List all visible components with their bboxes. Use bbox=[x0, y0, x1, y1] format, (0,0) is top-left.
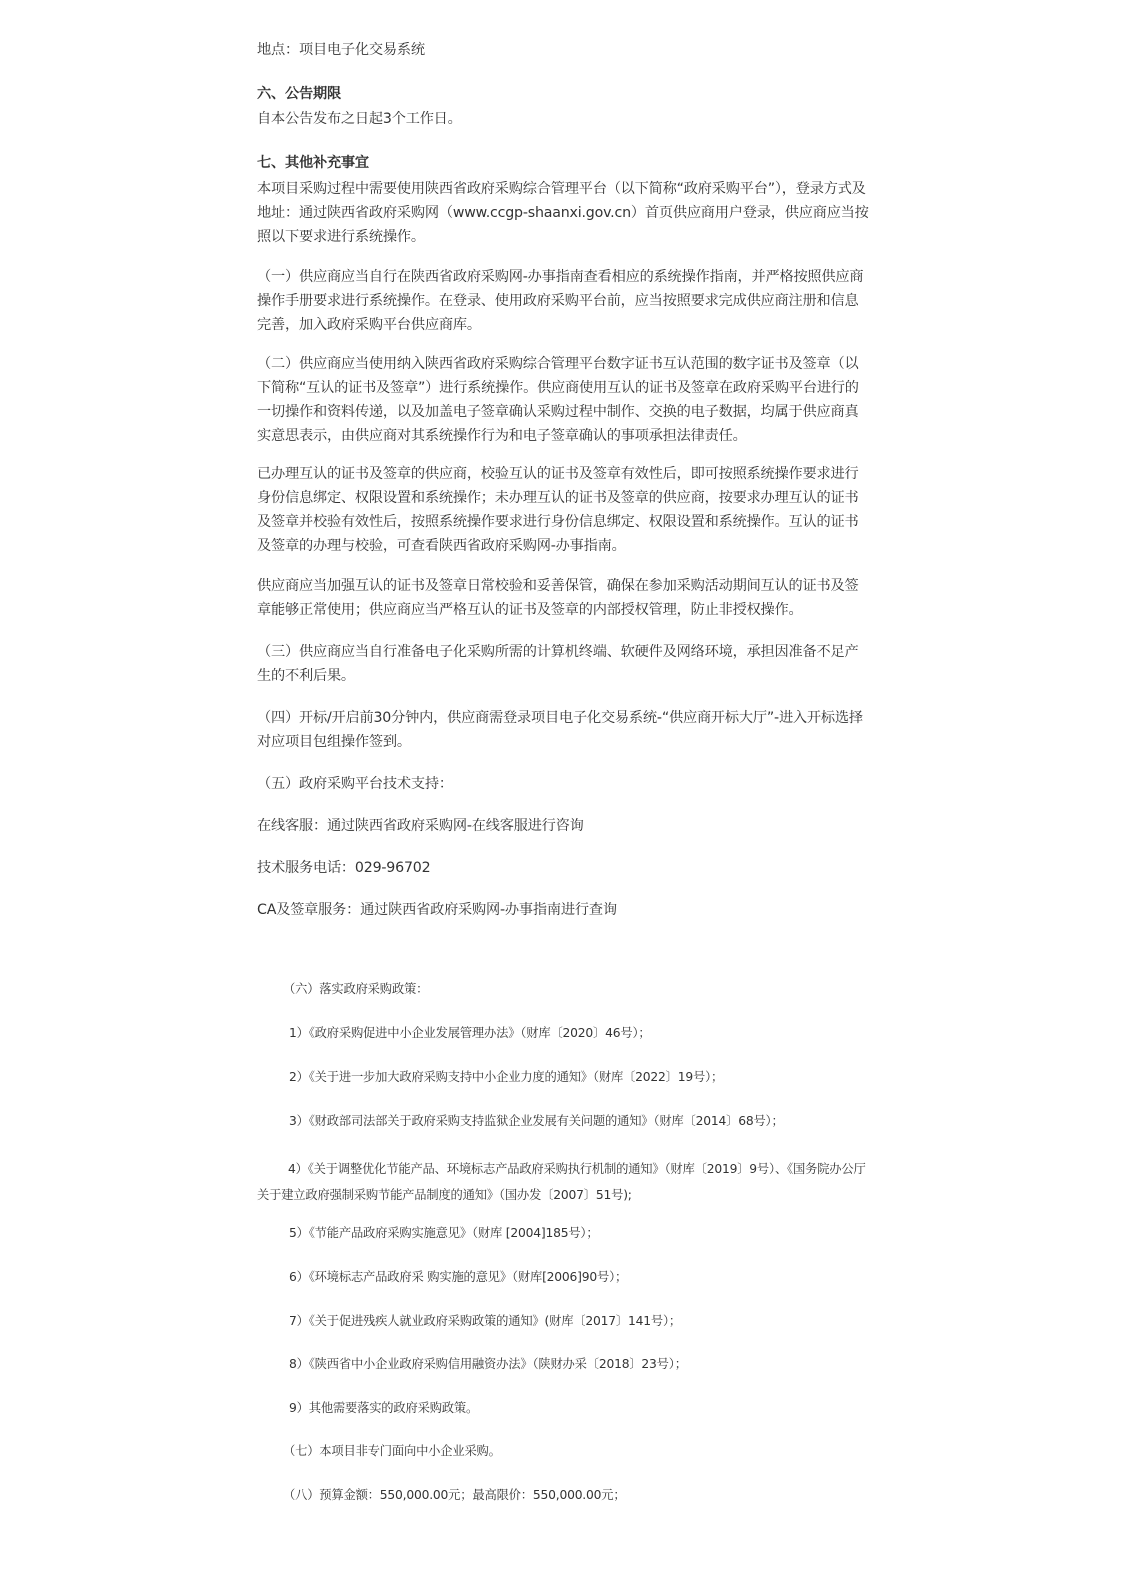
section6-text: 自本公告发布之日起3个工作日。 bbox=[257, 111, 462, 127]
policy-item: 4）《关于调整优化节能产品、环境标志产品政府采购执行机制的通知》（财库〔2019〕9号）、《国务院办公厅关于建立政府强制采购节能产品制度的通知》（国办发〔2007〕51号); bbox=[257, 1162, 866, 1202]
policy-item: 8）《陕西省中小企业政府采购信用融资办法》（陕财办采〔2018〕23号）； bbox=[289, 1357, 687, 1371]
policy-item: 3）《财政部司法部关于政府采购支持监狱企业发展有关问题的通知》（财库〔2014〕68号）； bbox=[289, 1114, 784, 1128]
section7-item3: （三）供应商应当自行准备电子化采购所需的计算机终端、软硬件及网络环境，承担因准备不足产生的不利后果。 bbox=[257, 644, 859, 684]
item7-line: （七）本项目非专门面向中小企业采购。 bbox=[283, 1444, 501, 1458]
policy-item: 2）《关于进一步加大政府采购支持中小企业力度的通知》（财库〔2022〕19号）； bbox=[289, 1070, 724, 1084]
policy-item: 7）《关于促进残疾人就业政府采购政策的通知》(财库〔2017〕141号）； bbox=[289, 1314, 682, 1328]
ca-service-line: CA及签章服务：通过陕西省政府采购网-办事指南进行查询 bbox=[257, 902, 617, 918]
tech-phone-line: 技术服务电话：029-96702 bbox=[257, 860, 431, 876]
policy-item: 9）其他需要落实的政府采购政策。 bbox=[289, 1401, 479, 1415]
section7-item5: （五）政府采购平台技术支持： bbox=[257, 776, 453, 792]
location-line: 地点：项目电子化交易系统 bbox=[257, 42, 425, 58]
policy-item: 6）《环境标志产品政府采 购实施的意见》（财库[2006]90号）； bbox=[289, 1270, 628, 1284]
policy-item: 1）《政府采购促进中小企业发展管理办法》（财库〔2020〕46号）； bbox=[289, 1026, 651, 1040]
online-service-line: 在线客服：通过陕西省政府采购网-在线客服进行咨询 bbox=[257, 818, 584, 834]
policy-heading: （六）落实政府采购政策： bbox=[283, 982, 429, 996]
section7-item1: （一）供应商应当自行在陕西省政府采购网-办事指南查看相应的系统操作指南，并严格按照供应商操作手册要求进行系统操作。在登录、使用政府采购平台前，应当按照要求完成供应商注册和信息完善，加入政府采购平台供应商库。 bbox=[257, 269, 864, 333]
section6-heading: 六、公告期限 bbox=[257, 86, 341, 102]
section7-intro: 本项目采购过程中需要使用陕西省政府采购综合管理平台（以下简称“政府采购平台”），登录方式及地址：通过陕西省政府采购网（www.ccgp-shaanxi.gov.cn）首页供应商用户登录，供应商应当按照以下要求进行系统操作。 bbox=[257, 181, 869, 245]
policy-item: 5）《节能产品政府采购实施意见》（财库 [2004]185号）； bbox=[289, 1226, 599, 1240]
section7-item2-p3: 供应商应当加强互认的证书及签章日常校验和妥善保管，确保在参加采购活动期间互认的证书及签章能够正常使用；供应商应当严格互认的证书及签章的内部授权管理，防止非授权操作。 bbox=[257, 578, 859, 618]
section7-item2: （二）供应商应当使用纳入陕西省政府采购综合管理平台数字证书互认范围的数字证书及签章（以下简称“互认的证书及签章”）进行系统操作。供应商使用互认的证书及签章在政府采购平台进行的一切操作和资料传递，以及加盖电子签章确认采购过程中制作、交换的电子数据，均属于供应商真实意思表示，由供应商对其系统操作行为和电子签章确认的事项承担法律责任。 bbox=[257, 356, 859, 444]
section7-heading: 七、其他补充事宜 bbox=[257, 155, 369, 171]
section7-item2-p2: 已办理互认的证书及签章的供应商，校验互认的证书及签章有效性后，即可按照系统操作要求进行身份信息绑定、权限设置和系统操作；未办理互认的证书及签章的供应商，按要求办理互认的证书及签章并校验有效性后，按照系统操作要求进行身份信息绑定、权限设置和系统操作。互认的证书及签章的办理与校验，可查看陕西省政府采购网-办事指南。 bbox=[257, 466, 859, 554]
item8-line: （八）预算金额：550,000.00元；最高限价：550,000.00元； bbox=[283, 1488, 626, 1502]
section7-item4: （四）开标/开启前30分钟内，供应商需登录项目电子化交易系统-“供应商开标大厅”-进入开标选择对应项目包组操作签到。 bbox=[257, 710, 863, 750]
